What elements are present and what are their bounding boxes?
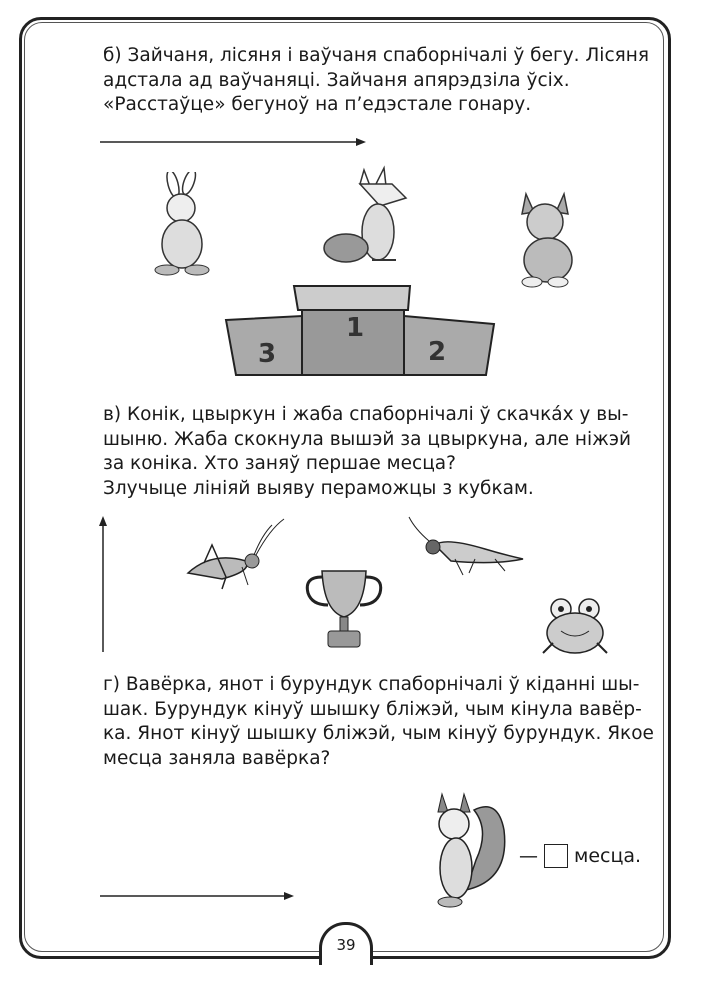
page-number: 39 <box>319 922 373 965</box>
task-v-text <box>103 403 658 501</box>
answer-box[interactable] <box>544 844 568 868</box>
text-line: за коніка. Хто заняў першае месца? <box>103 453 456 475</box>
text-line: месца заняла вавёрка? <box>103 747 331 769</box>
arrow-right-icon <box>98 136 368 148</box>
hare-illustration <box>145 172 220 282</box>
fox-illustration <box>322 162 412 270</box>
podium-place-2: 2 <box>428 337 447 367</box>
task-b-text <box>103 44 658 118</box>
answer-suffix: месца. <box>574 845 642 867</box>
arrow-right-icon <box>98 890 298 902</box>
podium-illustration <box>222 280 502 385</box>
cricket-illustration <box>405 515 530 580</box>
answer-field <box>519 844 641 868</box>
text-line: в) Конік, цвыркун і жаба спаборнічалі ў скачка́х у вы- <box>103 404 629 425</box>
arrow-up-icon <box>97 514 109 654</box>
trophy-icon <box>300 565 388 653</box>
text-line: г) Вавёрка, янот і бурундук спаборнічалі ў кіданні шы- <box>103 674 640 695</box>
text-line: «Расстаўце» бегуноў на п’едэстале гонару. <box>103 94 532 116</box>
task-g-text <box>103 673 658 771</box>
text-line: шыню. Жаба скокнула вышэй за цвыркуна, але ніжэй <box>103 428 631 450</box>
text-line: шак. Бурундук кінуў шышку бліжэй, чым кінула вавёр- <box>103 698 642 720</box>
grasshopper-illustration <box>182 515 287 595</box>
text-line: ка. Янот кінуў шышку бліжэй, чым кінуў бурундук. Якое <box>103 723 654 745</box>
answer-dash: — <box>519 845 538 867</box>
text-line: адстала ад ваўчаняці. Зайчаня апярэдзіла ўсіх. <box>103 69 570 91</box>
wolf-cub-illustration <box>508 190 588 290</box>
frog-illustration <box>535 595 615 665</box>
podium-place-3: 3 <box>258 339 277 369</box>
text-line: Злучыце лініяй выяву пераможцы з кубкам. <box>103 477 534 499</box>
text-line: б) Зайчаня, лісяня і ваўчаня спаборнічалі ў бегу. Лісяня <box>103 45 649 66</box>
squirrel-illustration <box>420 790 510 920</box>
podium-place-1: 1 <box>346 313 365 343</box>
